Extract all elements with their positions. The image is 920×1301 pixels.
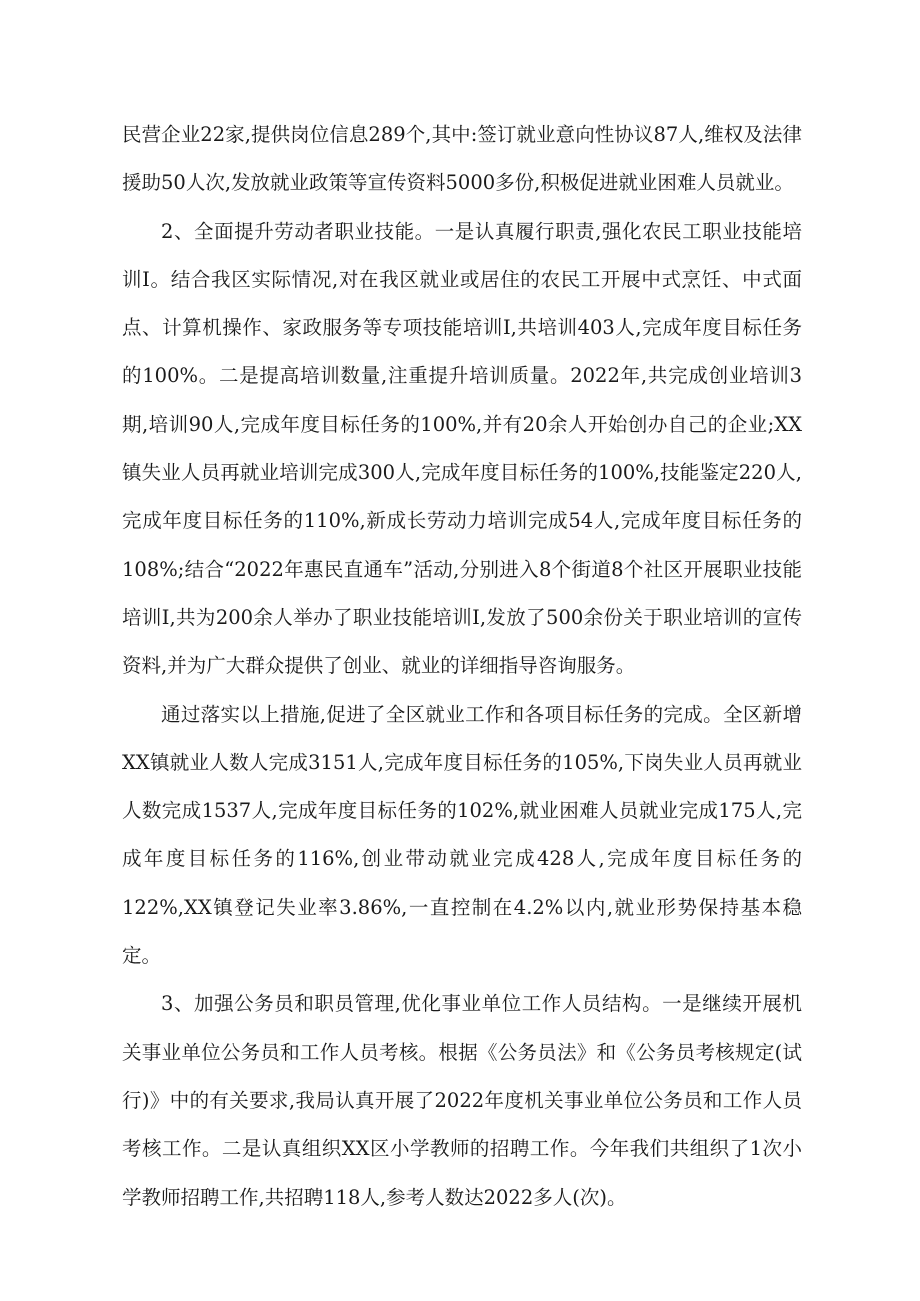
paragraph-civil-servant-management: 3、加强公务员和职员管理,优化事业单位工作人员结构。一是继续开展机关事业单位公务员和工作人员考核。根据《公务员法》和《公务员考核规定(试行)》中的有关要求,我局认真开展了2022年度机关事业单位公务员和工作人员考核工作。二是认真组织XX区小学教师的招聘工作。今年我们共组织了1次小学教师招聘工作,共招聘118人,参考人数达2022多人(次)。 xyxy=(122,992,802,1209)
paragraph-vocational-skills: 2、全面提升劳动者职业技能。一是认真履行职责,强化农民工职业技能培训I。结合我区实际情况,对在我区就业或居住的农民工开展中式烹饪、中式面点、计算机操作、家政服务等专项技能培训I,共培训403人,完成年度目标任务的100%。二是提高培训数量,注重提升培训质量。2022年,共完成创业培训3期,培训90人,完成年度目标任务的100%,并有20余人开始创办自己的企业;XX镇失业人员再就业培训完成300人,完成年度目标任务的100%,技能鉴定220人,完成年度目标任务的110%,新成长劳动力培训完成54人,完成年度目标任务的108%;结合“2022年惠民直通车”活动,分别进入8个街道8个社区开展职业技能培训I,共为200余人举办了职业技能培训I,发放了500余份关于职业培训的宣传资料,并为广大群众提供了创业、就业的详细指导咨询服务。 xyxy=(122,219,802,678)
document-page xyxy=(122,111,802,1222)
paragraph-continuation: 民营企业22家,提供岗位信息289个,其中:签订就业意向性协议87人,维权及法律援助50人次,发放就业政策等宣传资料5000多份,积极促进就业困难人员就业。 xyxy=(122,123,802,195)
paragraph-employment-results: 通过落实以上措施,促进了全区就业工作和各项目标任务的完成。全区新增XX镇就业人数人完成3151人,完成年度目标任务的105%,下岗失业人员再就业人数完成1537人,完成年度目标任务的102%,就业困难人员就业完成175人,完成年度目标任务的116%,创业带动就业完成428人,完成年度目标任务的122%,XX镇登记失业率3.86%,一直控制在4.2%以内,就业形势保持基本稳定。 xyxy=(122,702,802,968)
